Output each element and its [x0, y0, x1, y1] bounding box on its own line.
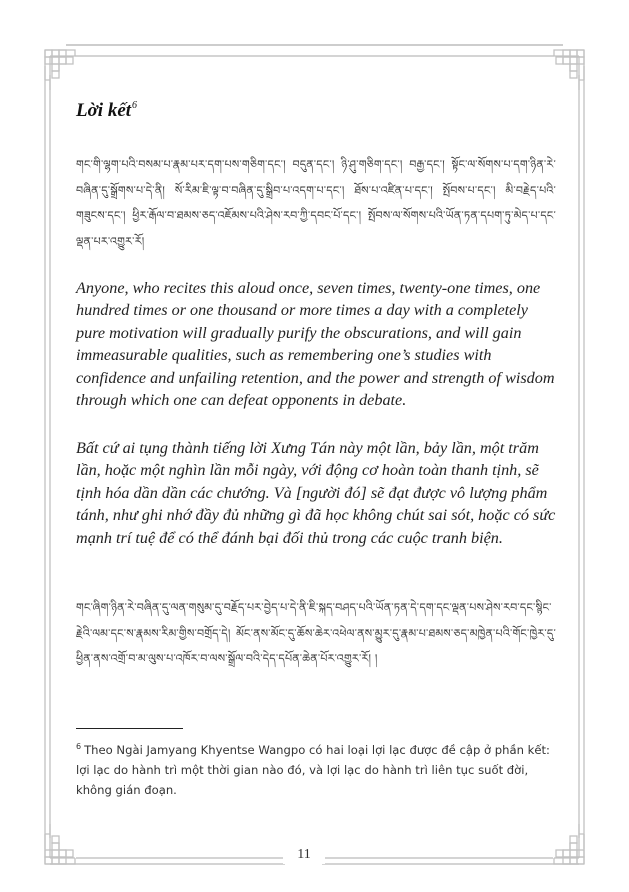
corner-ornament-top-left [45, 50, 75, 90]
corner-ornament-top-right [554, 50, 584, 90]
english-paragraph: Anyone, who recites this aloud once, seven times, twenty-one times, one hundred times or one thousand or more times a day with a completely pure motivation will gradually purify the obscurations, and will gain immeasurable qualities, such as remembering one’s studies with confidence and unfailing retention, and the power and strength of wisdom through which one can defeat opponents in debate. [76, 279, 555, 410]
page-number: 11 [283, 846, 325, 864]
tibetan-paragraph-2: གང་ཞིག་ཉིན་རེ་བཞིན་དུ་ལན་གསུམ་དུ་བརྗོད་པར་བྱེད་པ་དེ་ནི་ཇི་སྐད་བཤད་པའི་ཡོན་ཏན་དེ་དག་དང་ལྡན་པས་ཤེས་རབ་དང་སྙིང་རྗེའི་ལམ་དང་ས་རྣམས་རིམ་གྱིས་བགྲོད་དེ། མོང་ནས་མོང་དུ་ཆོས་ཆེར་འཕེལ་ནས་མྱུར་དུ་རྣམ་པ་ཐམས་ཅད་མཁྱེན་པའི་གོང་ཁྱེར་དུ་ཕྱིན་ནས་འགྲོ་བ་མ་ལུས་པ་འཁོར་བ་ལས་སྒྲོལ་བའི་དེད་དཔོན་ཆེན་པོར་འགྱུར་རོ། ། [76, 601, 556, 665]
footnote-reference[interactable]: 6 [132, 100, 138, 111]
footnote-marker: 6 [76, 742, 82, 751]
footnote-text: Theo Ngài Jamyang Khyentse Wangpo có hai loại lợi lạc được đề cập ở phần kết: lợi lạc do hành trì một thời gian nào đó, và lợi lạc do hành trì liên tục suốt đời, không gián đoạn. [76, 743, 550, 797]
vietnamese-paragraph: Bất cứ ai tụng thành tiếng lời Xưng Tán này một lần, bảy lần, một trăm lần, hoặc một nghìn lần mỗi ngày, với động cơ hoàn toàn thanh tịnh, sẽ tịnh hóa dần dần các chướng. Và [người đó] sẽ đạt được vô lượng phẩm tánh, như ghi nhớ đầy đủ những gì đã học không chút sai sót, hoặc có sức mạnh trí tuệ để có thể đánh bại đối thủ trong các cuộc tranh biện. [76, 439, 556, 547]
footnote-separator [76, 728, 183, 729]
section-title [76, 100, 137, 122]
corner-ornament-bottom-right [554, 824, 584, 864]
corner-ornament-bottom-left [45, 824, 75, 864]
border-bottom-left [50, 858, 285, 864]
footnote [76, 737, 556, 800]
section-title-text: Lời kết [76, 100, 132, 121]
tibetan-paragraph-1: གང་གི་ལྷག་པའི་བསམ་པ་རྣམ་པར་དག་པས་གཅིག་དང་། བདུན་དང་། ཉི་ཤུ་གཅིག་དང་། བརྒྱ་དང་། སྟོང་ལ་སོགས་པ་དག་ཉིན་རེ་བཞིན་དུ་སྒྲོགས་པ་དེ་ནི། སོ་རིམ་ཇི་ལྟ་བ་བཞིན་དུ་སྒྲིབ་པ་འདག་པ་དང་། ཐོས་པ་འཛིན་པ་དང་། སྤོབས་པ་དང་། མི་བརྗེད་པའི་གཟུངས་དང་། ཕྱིར་རྒོལ་བ་ཐམས་ཅད་འཇོམས་པའི་ཤེས་རབ་ཀྱི་དབང་པོ་དང་། སྤོབས་ལ་སོགས་པའི་ཡོན་ཏན་དཔག་ཏུ་མེད་པ་དང་ལྡན་པར་འགྱུར་རོ། [76, 158, 556, 248]
border-bottom-right [322, 858, 579, 864]
